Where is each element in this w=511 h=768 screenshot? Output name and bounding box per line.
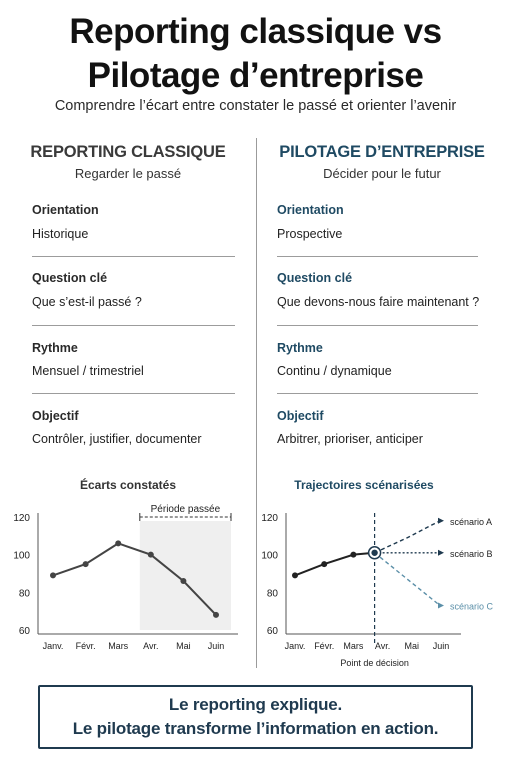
y-tick-label: 60 — [18, 626, 30, 637]
right-line-chart — [256, 495, 511, 675]
data-point — [180, 578, 186, 584]
left-row-value: Mensuel / trimestriel — [32, 364, 144, 378]
right-chart-title: Trajectoires scénarisées — [294, 478, 434, 492]
x-tick-label: Mai — [404, 641, 420, 651]
right-row-divider — [277, 325, 478, 326]
left-row-divider — [32, 325, 235, 326]
page-subtitle: Comprendre l’écart entre constater le passé et orienter l’avenir — [54, 98, 457, 114]
scenario-arrowhead — [438, 518, 444, 524]
x-tick-label: Mars — [108, 641, 129, 651]
data-point — [321, 561, 327, 567]
scenario-arrowhead — [438, 550, 444, 556]
decision-marker-dot — [371, 550, 377, 556]
right-row-value: Prospective — [277, 227, 343, 241]
right-row-value: Continu / dynamique — [277, 364, 392, 378]
left-row-label: Objectif — [32, 409, 79, 423]
right-row-divider — [277, 393, 478, 394]
data-point — [50, 572, 56, 578]
decision-label: Point de décision — [340, 658, 409, 668]
period-label: Période passée — [150, 504, 221, 515]
scenario-label: scénario B — [450, 548, 493, 559]
scenario-arrowhead — [438, 603, 444, 609]
right-row-value: Arbitrer, prioriser, anticiper — [277, 432, 423, 446]
x-tick-label: Févr. — [314, 641, 335, 651]
actual-line — [295, 553, 375, 576]
conclusion-line-2: Le pilotage transforme l’information en action. — [72, 719, 439, 738]
left-row-value: Que s’est-il passé ? — [32, 295, 142, 309]
right-row-label: Question clé — [277, 271, 353, 285]
x-tick-label: Avr. — [143, 641, 159, 651]
right-row-value: Que devons-nous faire maintenant ? — [277, 295, 480, 309]
data-point — [213, 612, 219, 618]
left-chart-title: Écarts constatés — [79, 478, 177, 492]
y-tick-label: 80 — [266, 588, 278, 600]
right-row-label: Orientation — [277, 203, 344, 217]
x-tick-label: Juin — [207, 641, 225, 651]
title-line-2: Pilotage d’entreprise — [87, 56, 424, 95]
y-tick-label: 80 — [18, 588, 30, 600]
y-tick-label: 120 — [261, 513, 278, 524]
scenario-line — [375, 553, 440, 606]
data-point — [350, 552, 356, 558]
left-column-subheading: Regarder le passé — [74, 166, 182, 181]
left-row-divider — [32, 256, 235, 257]
x-tick-label: Juin — [432, 641, 450, 651]
right-column-subheading: Décider pour le futur — [323, 166, 441, 181]
left-line-chart — [0, 495, 256, 670]
right-row-divider — [277, 256, 478, 257]
title-line-1: Reporting classique vs — [69, 12, 442, 51]
y-tick-label: 100 — [13, 550, 30, 562]
y-tick-label: 120 — [13, 513, 30, 524]
left-row-value: Historique — [32, 227, 89, 241]
scenario-label: scénario A — [450, 516, 493, 527]
x-tick-label: Janv. — [284, 641, 306, 651]
x-tick-label: Janv. — [42, 641, 64, 651]
right-column-heading: PILOTAGE D’ENTREPRISE — [279, 143, 485, 161]
x-tick-label: Mars — [343, 641, 364, 651]
data-point — [148, 552, 154, 558]
conclusion-line-1: Le reporting explique. — [168, 695, 343, 714]
page-title — [0, 10, 511, 98]
scenario-line — [375, 521, 440, 553]
x-tick-label: Févr. — [75, 641, 96, 651]
x-tick-label: Avr. — [374, 641, 391, 651]
data-point — [292, 572, 298, 578]
scenario-label: scénario C — [450, 601, 494, 612]
right-row-label: Objectif — [277, 409, 324, 423]
left-row-label: Rythme — [32, 341, 78, 355]
data-point — [83, 561, 89, 567]
y-tick-label: 60 — [266, 626, 278, 637]
left-column-heading: REPORTING CLASSIQUE — [30, 143, 226, 161]
left-row-divider — [32, 393, 235, 394]
left-row-value: Contrôler, justifier, documenter — [32, 432, 202, 446]
x-tick-label: Mai — [176, 641, 191, 651]
data-point — [115, 540, 121, 546]
right-row-label: Rythme — [277, 341, 323, 355]
y-tick-label: 100 — [261, 550, 278, 562]
left-row-label: Orientation — [32, 203, 99, 217]
left-row-label: Question clé — [32, 271, 108, 285]
conclusion-box — [38, 685, 473, 749]
